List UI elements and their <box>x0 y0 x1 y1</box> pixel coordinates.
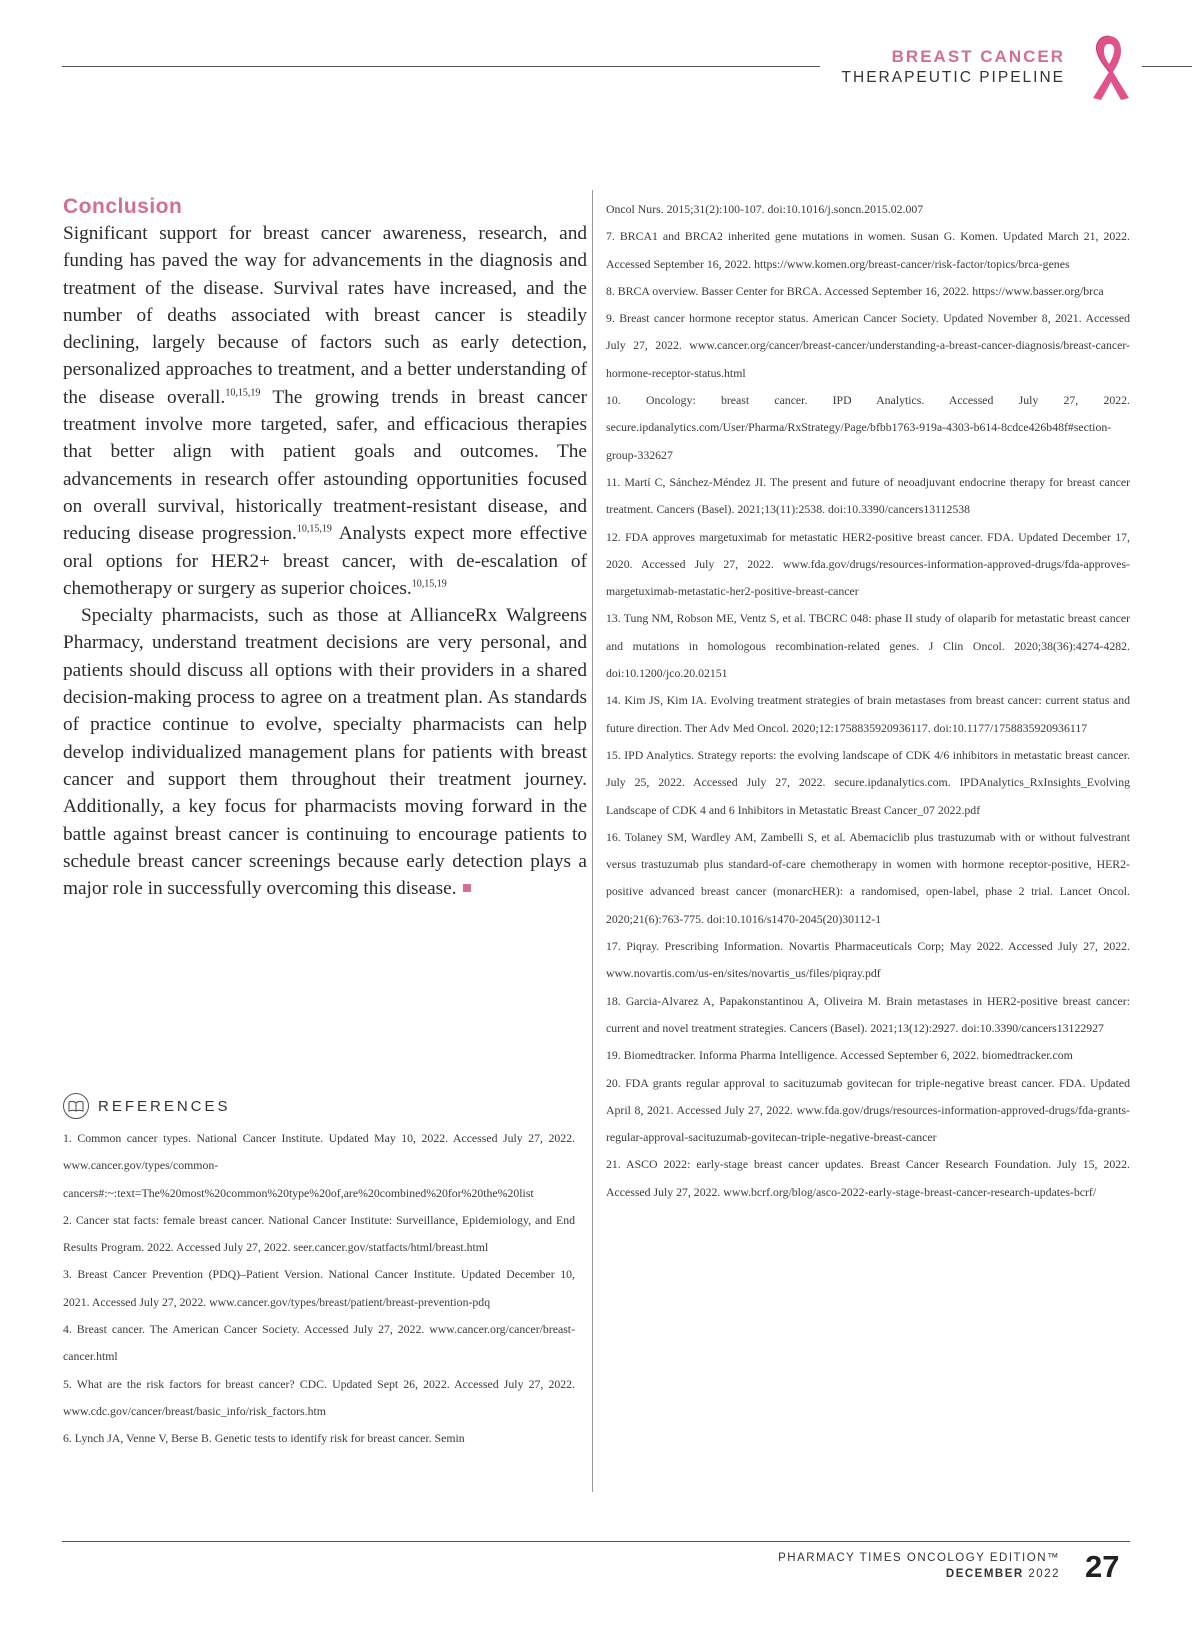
footer-month: DECEMBER <box>945 1568 1024 1580</box>
paragraph-1-part-a: Significant support for breast cancer awareness, research, and funding has paved the way for advancements in the diagnosis and treatment of the disease. Survival rates have increased, and the number of deaths associated with breast cancer is steadily declining, largely because of factors such as early detection, personalized approaches to treatment, and a better understanding of the disease overall. <box>63 223 587 408</box>
footer-rule <box>62 1541 1130 1542</box>
references-header <box>63 1093 231 1119</box>
header-rule-left <box>62 66 820 67</box>
paragraph-1 <box>63 220 587 602</box>
citation-superscript: 10,15,19 <box>296 523 332 535</box>
footer-year: 2022 <box>1028 1568 1060 1580</box>
reference-item: 14. Kim JS, Kim IA. Evolving treatment strategies of brain metastases from breast cancer: current status and future direction. Ther Adv Med Oncol. 2020;12:1758835920936117. doi:10.1177/1758835920936117 <box>606 693 1130 735</box>
column-divider <box>592 190 593 1492</box>
reference-item: 21. ASCO 2022: early-stage breast cancer updates. Breast Cancer Research Foundation. July 15, 2022. Accessed July 27, 2022. www.bcrf.org/blog/asco-2022-early-stage-breast-cancer-research-updates-bcrf/ <box>606 1157 1130 1199</box>
references-left-column <box>63 1125 575 1453</box>
header-subtitle: THERAPEUTIC PIPELINE <box>841 69 1065 86</box>
pink-ribbon-icon <box>1085 32 1133 102</box>
reference-item: Oncol Nurs. 2015;31(2):100-107. doi:10.1016/j.soncn.2015.02.007 <box>606 202 924 216</box>
reference-item: 20. FDA grants regular approval to sacituzumab govitecan for triple-negative breast cancer. FDA. Updated April 8, 2021. Accessed July 27, 2022. www.fda.gov/drugs/resources-information-approved-drugs/fda-grants-regular-approval-sacituzumab-govitecan-triple-negative-breast-cancer <box>606 1075 1130 1145</box>
page-number: 27 <box>1085 1549 1120 1584</box>
reference-item: 17. Piqray. Prescribing Information. Novartis Pharmaceuticals Corp; May 2022. Accessed July 27, 2022. www.novartis.com/us-en/sites/novartis_us/files/piqray.pdf <box>606 939 1130 981</box>
footer <box>778 1550 1060 1582</box>
reference-item: 11. Martí C, Sánchez-Méndez JI. The present and future of neoadjuvant endocrine therapy for breast cancer treatment. Cancers (Basel). 2021;13(11):2538. doi:10.3390/cancers13112538 <box>606 474 1130 517</box>
citation-superscript: 10,15,19 <box>411 578 447 590</box>
citation-superscript: 10,15,19 <box>225 387 261 399</box>
reference-item: 5. What are the risk factors for breast cancer? CDC. Updated Sept 26, 2022. Accessed July 27, 2022. www.cdc.gov/cancer/breast/basic_info/risk_factors.htm <box>63 1376 575 1418</box>
paragraph-1-part-c: Analysts expect more effective oral options for HER2+ breast cancer, with de-escalation of chemotherapy or surgery as superior choices. <box>63 523 588 599</box>
reference-item: 12. FDA approves margetuximab for metastatic HER2-positive breast cancer. FDA. Updated December 17, 2020. Accessed July 27, 2022. www.fda.gov/drugs/resources-information-approved-drugs/fda-approves-margetuximab-metastatic-her2-positive-breast-cancer <box>606 529 1130 599</box>
reference-item: 6. Lynch JA, Venne V, Berse B. Genetic tests to identify risk for breast cancer. Semin <box>63 1431 465 1446</box>
conclusion-section <box>63 194 587 902</box>
reference-item: 10. Oncology: breast cancer. IPD Analytics. Accessed July 27, 2022. secure.ipdanalytics.com/User/Pharma/RxStrategy/Page/bfbb1763-919a-4303-b614-8cdce426b48f#section-group-332627 <box>606 393 1130 462</box>
reference-item: 15. IPD Analytics. Strategy reports: the evolving landscape of CDK 4/6 inhibitors in metastatic breast cancer. July 25, 2022. Accessed July 27, 2022. secure.ipdanalytics.com. IPDAnalytics_RxInsights_Evolving Landscape of CDK 4 and 6 Inhibitors in Metastatic Breast Cancer_07 2022.pdf <box>606 747 1130 817</box>
paragraph-2 <box>63 602 587 902</box>
paragraph-1-part-b: The growing trends in breast cancer treatment involve more targeted, safer, and efficacious therapies that better align with patient goals and outcomes. The advancements in research offer astounding opportunities focused on overall survival, historically treatment-resistant disease, and reducing disease progression. <box>63 386 587 545</box>
book-icon <box>63 1093 89 1119</box>
reference-item: 4. Breast cancer. The American Cancer Society. Accessed July 27, 2022. www.cancer.org/cancer/breast-cancer.html <box>63 1322 575 1364</box>
reference-item: 8. BRCA overview. Basser Center for BRCA. Accessed September 16, 2022. https://www.basser.org/brca <box>606 283 1104 298</box>
reference-item: 18. Garcia-Alvarez A, Papakonstantinou A, Oliveira M. Brain metastases in HER2-positive breast cancer: current and novel treatment strategies. Cancers (Basel). 2021;13(12):2927. doi:10.3390/cancers13122927 <box>606 993 1130 1035</box>
reference-item: 3. Breast Cancer Prevention (PDQ)–Patient Version. National Cancer Institute. Updated December 10, 2021. Accessed July 27, 2022. www.cancer.gov/types/breast/patient/breast-prevention-pdq <box>63 1267 575 1309</box>
reference-item: 7. BRCA1 and BRCA2 inherited gene mutations in women. Susan G. Komen. Updated March 21, 2022. Accessed September 16, 2022. https://www.komen.org/breast-cancer/risk-factor/topics/brca-genes <box>606 229 1130 271</box>
references-title: REFERENCES <box>98 1097 231 1115</box>
footer-date <box>778 1566 1060 1582</box>
running-header <box>842 46 1065 88</box>
header-rule-right <box>1142 66 1192 67</box>
section-heading: Conclusion <box>63 195 183 218</box>
footer-publication: PHARMACY TIMES ONCOLOGY EDITION™ <box>778 1552 1060 1564</box>
header-title: BREAST CANCER <box>891 47 1065 66</box>
end-of-article-mark <box>463 884 471 892</box>
reference-item: 9. Breast cancer hormone receptor status. American Cancer Society. Updated November 8, 2021. Accessed July 27, 2022. www.cancer.org/cancer/breast-cancer/understanding-a-breast-cancer-diagnosis/breast-cancer-hormone-receptor-status.html <box>606 311 1130 380</box>
reference-item: 1. Common cancer types. National Cancer Institute. Updated May 10, 2022. Accessed July 27, 2022. www.cancer.gov/types/common-cancers#:~:text=The%20most%20common%20type%20of,are%20combined%20for%20the%20list <box>63 1131 575 1200</box>
reference-item: 2. Cancer stat facts: female breast cancer. National Cancer Institute: Surveillance, Epidemiology, and End Results Program. 2022. Accessed July 27, 2022. seer.cancer.gov/statfacts/html/breast.html <box>63 1212 575 1255</box>
references-right-column <box>606 196 1130 1206</box>
reference-item: 16. Tolaney SM, Wardley AM, Zambelli S, et al. Abemaciclib plus trastuzumab with or without fulvestrant versus trastuzumab plus standard-of-care chemotherapy in women with hormone receptor-positive, HER2-positive advanced breast cancer (monarcHER): a randomised, open-label, phase 2 trial. Lancet Oncol. 2020;21(6):763-775. doi:10.1016/s1470-2045(20)30112-1 <box>606 829 1130 926</box>
reference-item: 13. Tung NM, Robson ME, Ventz S, et al. TBCRC 048: phase II study of olaparib for metastatic breast cancer and mutations in homologous recombination-related genes. J Clin Oncol. 2020;38(36):4274-4282. doi:10.1200/jco.20.02151 <box>606 611 1130 681</box>
conclusion-body <box>63 220 587 902</box>
reference-item: 19. Biomedtracker. Informa Pharma Intelligence. Accessed September 6, 2022. biomedtracker.com <box>606 1048 1073 1063</box>
paragraph-2-text: Specialty pharmacists, such as those at AllianceRx Walgreens Pharmacy, understand treatment decisions are very personal, and patients should discuss all options with their providers in a shared decision-making process to agree on a treatment plan. As standards of practice continue to evolve, specialty pharmacists can help develop individualized management plans for patients with breast cancer and support them throughout their treatment journey. Additionally, a key focus for pharmacists moving forward in the battle against breast cancer is continuing to encourage patients to schedule breast cancer screenings because early detection plays a major role in successfully overcoming this disease. <box>63 605 587 900</box>
